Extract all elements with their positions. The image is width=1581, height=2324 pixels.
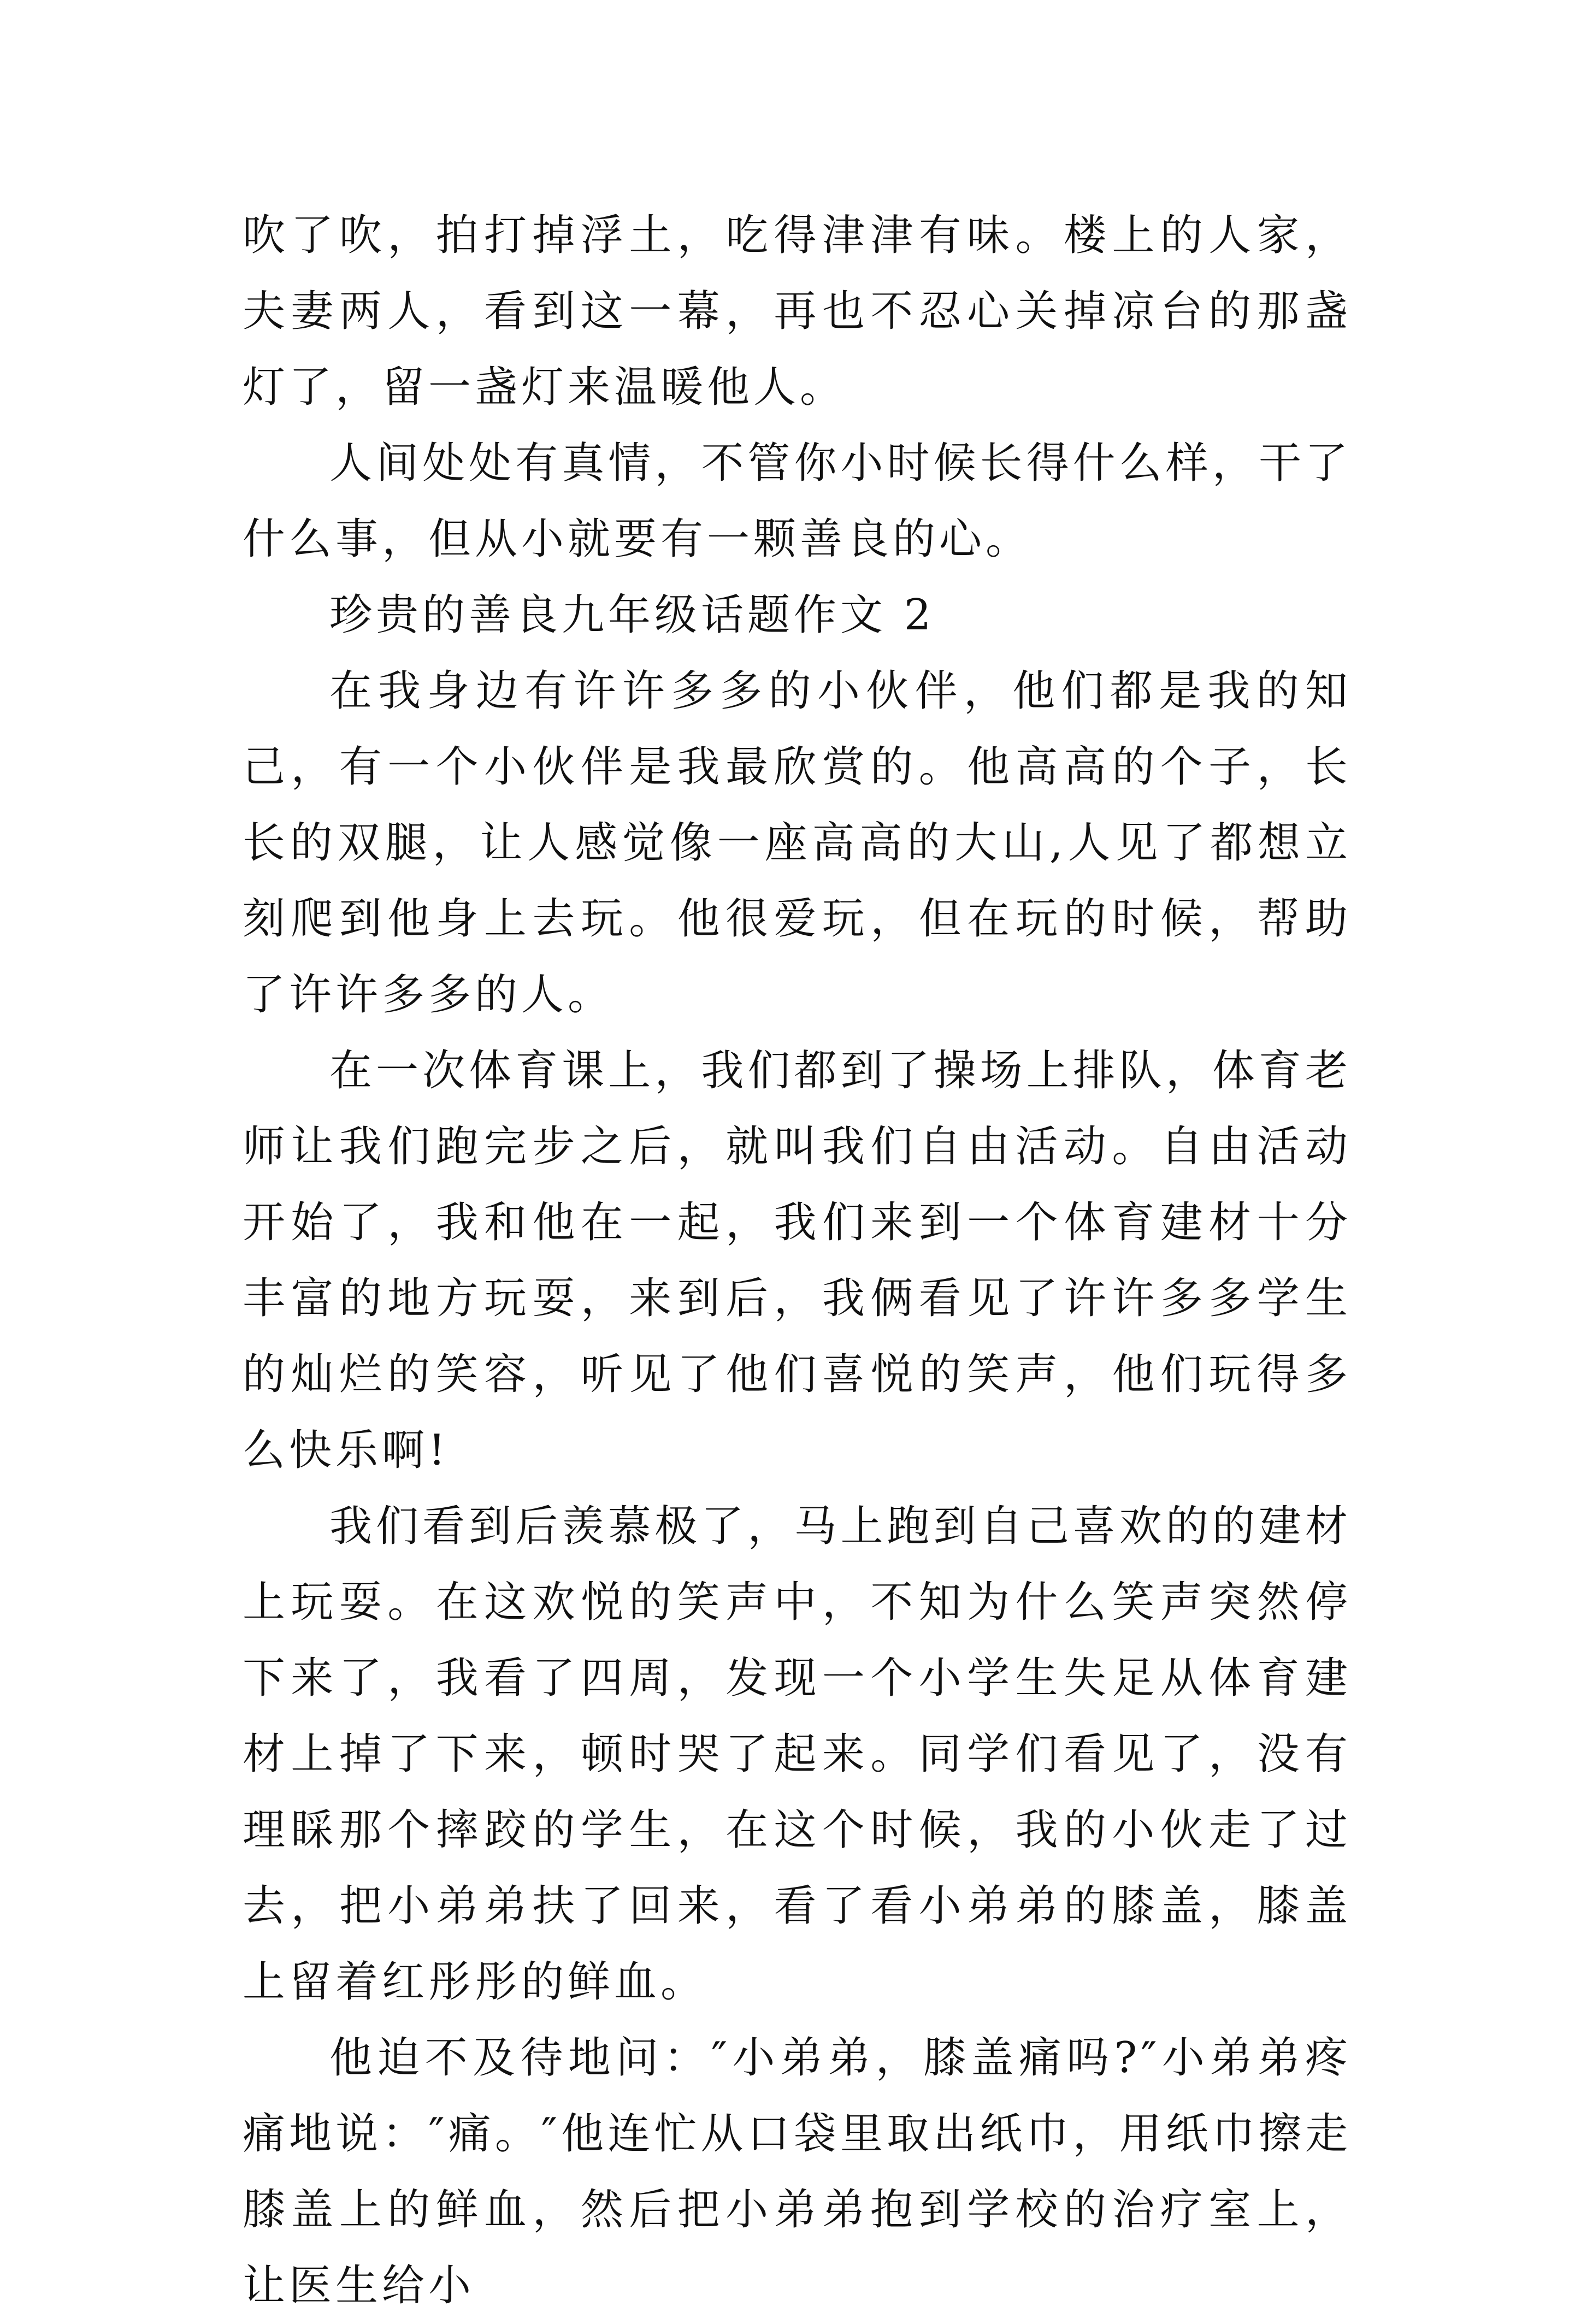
paragraph-continuation: 吹了吹，拍打掉浮土，吃得津津有味。楼上的人家，夫妻两人，看到这一幕，再也不忍心关掉凉台的那盏灯了，留一盏灯来温暖他人。 [243, 211, 1352, 412]
document-body [243, 198, 1352, 2324]
paragraph: 我们看到后羡慕极了，马上跑到自己喜欢的的建材上玩耍。在这欢悦的笑声中，不知为什么笑声突然停下来了，我看了四周，发现一个小学生失足从体育建材上掉了下来，顿时哭了起来。同学们看见了，没有理睬那个摔跤的学生，在这个时候，我的小伙走了过去，把小弟弟扶了回来，看了看小弟弟的膝盖，膝盖上留着红彤彤的鲜血。 [243, 1502, 1352, 2007]
paragraph: 人间处处有真情，不管你小时候长得什么样，干了什么事，但从小就要有一颗善良的心。 [243, 439, 1352, 564]
essay-title: 珍贵的善良九年级话题作文 2 [329, 591, 935, 640]
paragraph: 他迫不及待地问：″小弟弟，膝盖痛吗?″小弟弟疼痛地说：″痛。″他连忙从口袋里取出纸巾，用纸巾擦走膝盖上的鲜血，然后把小弟弟抱到学校的治疗室上，让医生给小 [243, 2033, 1352, 2310]
paragraph: 在我身边有许许多多的小伙伴，他们都是我的知己，有一个小伙伴是我最欣赏的。他高高的个子，长长的双腿，让人感觉像一座高高的大山,人见了都想立刻爬到他身上去玩。他很爱玩，但在玩的时候，帮助了许许多多的人。 [243, 666, 1352, 1019]
paragraph: 在一次体育课上，我们都到了操场上排队，体育老师让我们跑完步之后，就叫我们自由活动。自由活动开始了，我和他在一起，我们来到一个体育建材十分丰富的地方玩耍，来到后，我俩看见了许许多多学生的灿烂的笑容，听见了他们喜悦的笑声，他们玩得多么快乐啊! [243, 1046, 1352, 1475]
